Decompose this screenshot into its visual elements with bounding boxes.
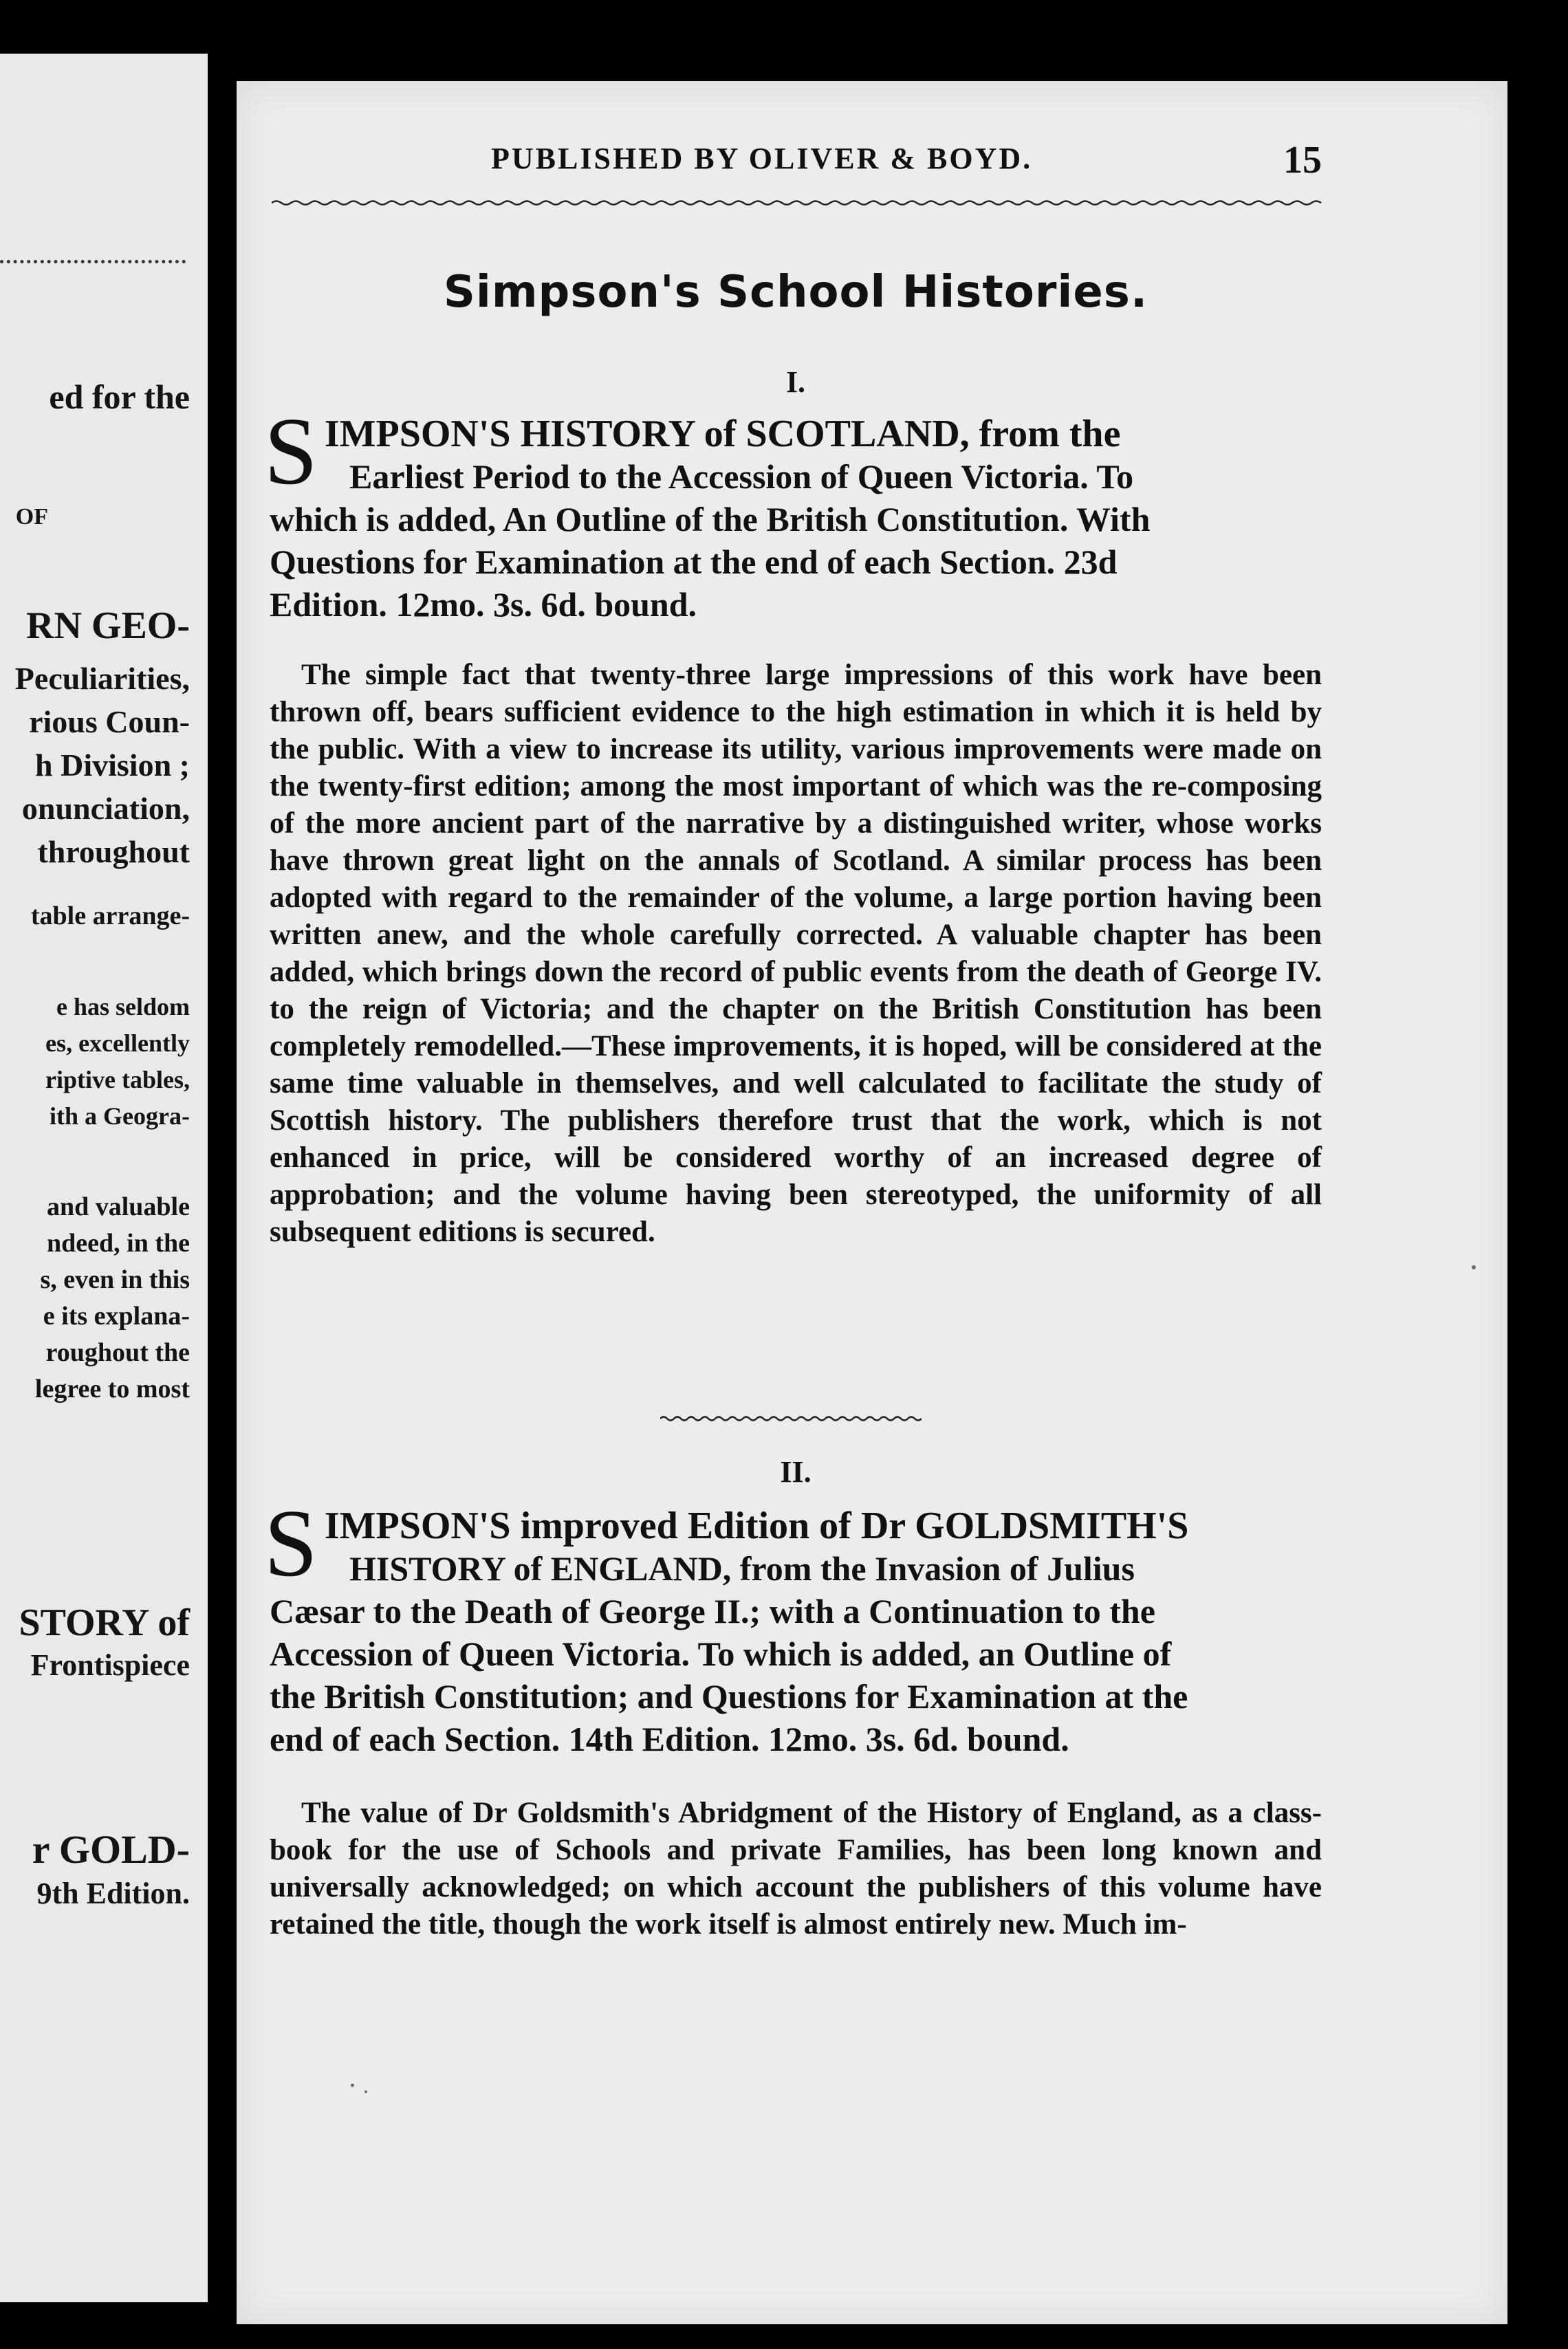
- left-page-line: s, even in this: [40, 1265, 190, 1294]
- entry-title: [264, 1490, 1322, 1760]
- left-page-line: e has seldom: [56, 993, 190, 1020]
- entry-description: The value of Dr Goldsmith's Abridgment of the History of England, as a class-book for the use of Schools and private Families, has been long known and universally acknowledged; on which account the publishers of this volume have retained the title, though the work itself is almost entirely new. Much im-: [270, 1797, 1322, 1941]
- left-page-line: onunciation,: [21, 791, 190, 826]
- scan-speck: [1472, 1265, 1476, 1269]
- left-page-line: roughout the: [45, 1338, 190, 1367]
- entry-title-line: HISTORY of ENGLAND, from the Invasion of Julius: [349, 1549, 1135, 1588]
- left-page-line: r GOLD-: [32, 1827, 190, 1872]
- left-page-line: ndeed, in the: [47, 1229, 190, 1258]
- entry-description: The simple fact that twenty-three large impressions of this work have been thrown off, bears sufficient evidence to the high estimation in which it is held by the public. With a view to increase its utility, various improvements were made on the twenty-first edition; among the most important of which was the re-composing of the more ancient part of the narrative by a distinguished writer, whose works have thrown great light on the annals of Scotland. A similar process has been adopted with regard to the remainder of the volume, a large portion having been written anew, and the whole carefully corrected. A valuable chapter has been added, which brings down the record of public events from the death of George IV. to the reign of Victoria; and the chapter on the British Constitution has been completely remodelled.—These improvements, it is hoped, will be considered at the same time valuable in themselves, and well calculated to facilitate the study of Scottish history. The publishers therefore trust that the work, which is not enhanced in price, will be considered worthy of an increased degree of approbation; and the volume having been stereotyped, the uniformity of all subsequent editions is secured.: [270, 659, 1322, 1248]
- left-page-rule: [0, 260, 186, 263]
- left-page-line: legree to most: [34, 1375, 190, 1403]
- left-page-line: and valuable: [46, 1192, 190, 1221]
- left-page-line: 9th Edition.: [36, 1877, 190, 1910]
- separator-rule: [660, 1413, 922, 1423]
- entry-title: [264, 398, 1322, 626]
- entry-title-line: IMPSON'S HISTORY of SCOTLAND, from the: [324, 413, 1121, 455]
- entry-title-line: Accession of Queen Victoria. To which is added, an Outline of: [270, 1635, 1172, 1673]
- entry-title-line: the British Constitution; and Questions for Examination at the: [270, 1677, 1188, 1716]
- entry-numeral: I.: [785, 365, 806, 399]
- previous-page-fragment: [0, 54, 208, 2302]
- left-page-line: ed for the: [49, 378, 190, 416]
- entry-title-line: end of each Section. 14th Edition. 12mo. 3s. 6d. bound.: [270, 1720, 1069, 1758]
- left-page-line: es, excellently: [45, 1029, 190, 1057]
- entry-numeral: II.: [780, 1455, 812, 1489]
- entry-title-line: IMPSON'S improved Edition of Dr GOLDSMITH'S: [324, 1505, 1189, 1547]
- scan-speck: [364, 2090, 367, 2093]
- left-page-line: throughout: [37, 834, 190, 869]
- entry-title-line: Cæsar to the Death of George II.; with a Continuation to the: [270, 1592, 1155, 1630]
- entry-title-line: Earliest Period to the Accession of Queen Victoria. To: [349, 457, 1134, 496]
- left-page-line: Peculiarities,: [14, 661, 190, 696]
- entry-title-line: which is added, An Outline of the British Constitution. With: [270, 500, 1151, 538]
- left-page-line: rious Coun-: [29, 704, 190, 739]
- running-title: PUBLISHED BY OLIVER & BOYD.: [491, 142, 1033, 175]
- left-page-line: OF: [15, 504, 48, 529]
- left-page-line: table arrange-: [30, 902, 190, 930]
- drop-cap: S: [264, 1490, 318, 1597]
- section-title: Simpson's School Histories.: [443, 267, 1148, 318]
- left-page-line: h Division ;: [35, 747, 190, 783]
- page-number: 15: [1283, 139, 1322, 182]
- left-page-line: STORY of: [19, 1602, 190, 1644]
- left-page-line: riptive tables,: [45, 1066, 190, 1093]
- left-page-line: RN GEO-: [26, 604, 190, 647]
- header-wavy-rule: [272, 199, 1324, 206]
- entry-title-line: Questions for Examination at the end of each Section. 23d: [270, 543, 1118, 581]
- left-page-line: ith a Geogra-: [50, 1102, 190, 1130]
- drop-cap: S: [264, 398, 318, 505]
- left-page-line: Frontispiece: [30, 1648, 190, 1682]
- entry-title-line: Edition. 12mo. 3s. 6d. bound.: [270, 585, 697, 624]
- left-page-line: e its explana-: [43, 1302, 190, 1331]
- scan-speck: [351, 2084, 354, 2087]
- running-head: [270, 141, 1322, 189]
